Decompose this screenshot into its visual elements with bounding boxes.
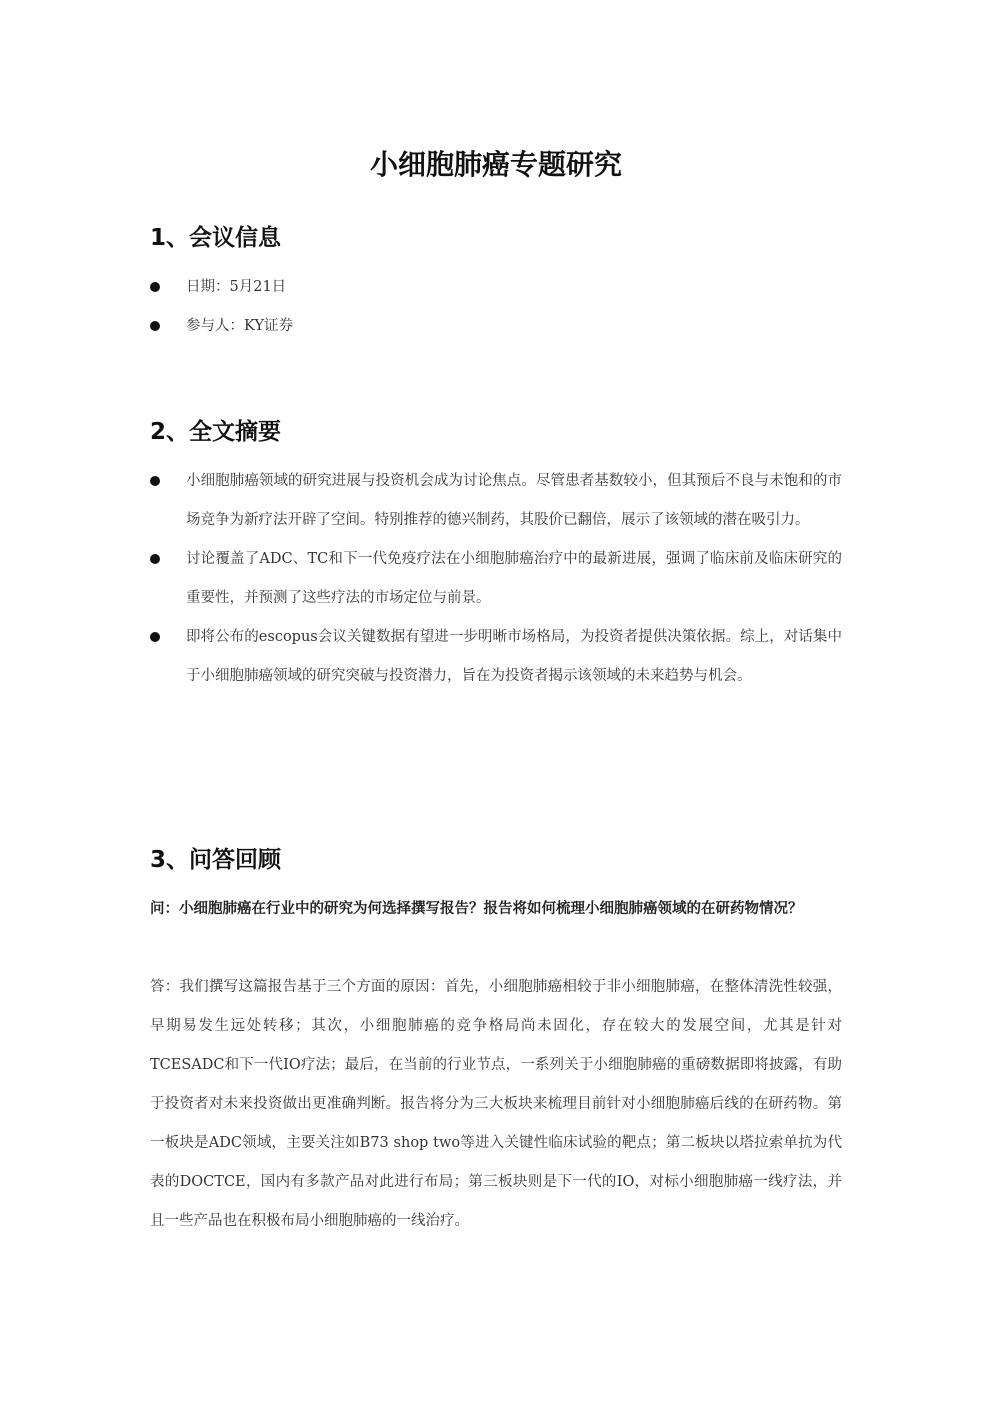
bullet-icon xyxy=(150,476,160,486)
meeting-date: 日期：5月21日 xyxy=(186,279,287,295)
qa-question: 问：小细胞肺癌在行业中的研究为何选择撰写报告？报告将如何梳理小细胞肺癌领域的在研药物情况？ xyxy=(150,901,803,917)
meeting-participants: 参与人：KY证券 xyxy=(186,318,294,334)
list-item xyxy=(150,307,842,346)
section-heading-summary: 2、全文摘要 xyxy=(150,419,282,445)
section-heading-qa: 3、问答回顾 xyxy=(150,847,282,873)
list-item xyxy=(150,540,842,618)
document-title: 小细胞肺癌专题研究 xyxy=(369,148,622,181)
bullet-icon xyxy=(150,282,160,292)
summary-paragraph: 小细胞肺癌领域的研究进展与投资机会成为讨论焦点。尽管患者基数较小，但其预后不良与未饱和的市场竞争为新疗法开辟了空间。特别推荐的德兴制药，其股价已翻倍，展示了该领域的潜在吸引力。 xyxy=(186,473,842,528)
meeting-info-list xyxy=(150,268,842,346)
bullet-icon xyxy=(150,632,160,642)
list-item xyxy=(150,268,842,307)
section-heading-meeting-info: 1、会议信息 xyxy=(150,225,282,251)
list-item xyxy=(150,462,842,540)
bullet-icon xyxy=(150,321,160,331)
qa-answer: 答：我们撰写这篇报告基于三个方面的原因：首先，小细胞肺癌相较于非小细胞肺癌，在整体清洗性较强，早期易发生远处转移；其次，小细胞肺癌的竞争格局尚未固化，存在较大的发展空间，尤其是针对TCESADC和下一代IO疗法；最后，在当前的行业节点，一系列关于小细胞肺癌的重磅数据即将披露，有助于投资者对未来投资做出更准确判断。报告将分为三大板块来梳理目前针对小细胞肺癌后线的在研药物。第一板块是ADC领域，主要关注如B73 shop two等进入关键性临床试验的靶点；第二板块以塔拉索单抗为代表的DOCTCE，国内有多款产品对此进行布局；第三板块则是下一代的IO，对标小细胞肺癌一线疗法，并且一些产品也在积极布局小细胞肺癌的一线治疗。 xyxy=(150,979,842,1229)
summary-paragraph: 讨论覆盖了ADC、TC和下一代免疫疗法在小细胞肺癌治疗中的最新进展，强调了临床前及临床研究的重要性，并预测了这些疗法的市场定位与前景。 xyxy=(186,551,842,606)
bullet-icon xyxy=(150,554,160,564)
summary-list xyxy=(150,462,842,696)
summary-paragraph: 即将公布的escopus会议关键数据有望进一步明晰市场格局，为投资者提供决策依据。综上，对话集中于小细胞肺癌领域的研究突破与投资潜力，旨在为投资者揭示该领域的未来趋势与机会。 xyxy=(186,629,842,684)
list-item xyxy=(150,618,842,696)
